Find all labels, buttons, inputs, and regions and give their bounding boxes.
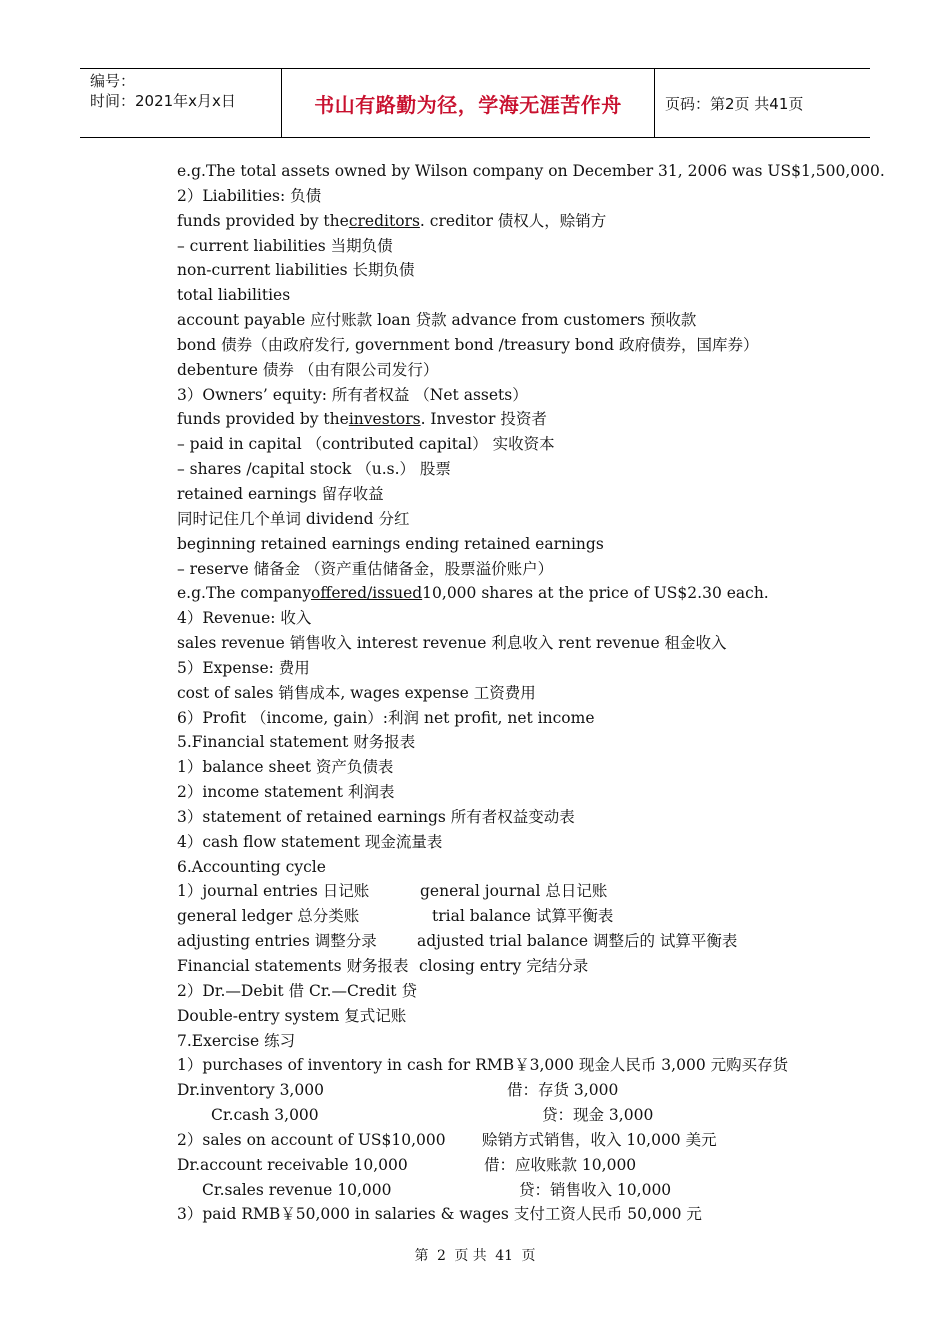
footer-mid: 页 共 <box>454 1248 487 1264</box>
text-segment: e.g.The total assets owned by Wilson company on December 31, 2006 was US$1,500,000. <box>177 162 885 180</box>
underlined-term: investors <box>348 410 421 429</box>
footer-page-number: 2 <box>436 1248 446 1264</box>
text-line <box>177 507 817 532</box>
footer-prefix: 第 <box>414 1248 429 1264</box>
text-segment: 2）Liabilities: 负债 <box>177 186 322 205</box>
text-line <box>177 283 817 308</box>
text-segment: beginning retained earnings ending retained earnings <box>177 534 604 553</box>
text-line <box>177 681 817 706</box>
text-segment: . Investor 投资者 <box>420 410 547 429</box>
text-line <box>177 358 817 383</box>
text-segment: debenture 债券 （由有限公司发行） <box>177 360 439 379</box>
text-segment: closing entry 完结分录 <box>419 957 589 975</box>
text-segment: 同时记住几个单词 dividend 分红 <box>177 509 410 528</box>
text-segment: Financial statements 财务报表 <box>177 957 409 975</box>
text-line <box>177 656 817 681</box>
underlined-term: offered/issued <box>310 584 423 603</box>
text-line <box>177 855 817 880</box>
text-line <box>177 1178 817 1203</box>
text-line <box>177 879 817 904</box>
text-line <box>177 979 817 1004</box>
text-line <box>177 482 817 507</box>
text-line <box>177 308 817 333</box>
text-line <box>177 954 817 979</box>
header-right-cell <box>655 69 870 137</box>
text-line <box>177 1153 817 1178</box>
header-motto-cell <box>281 69 655 137</box>
text-segment: – current liabilities 当期负债 <box>177 236 393 255</box>
text-segment: funds provided by the <box>177 211 349 230</box>
text-segment: bond 债券（由政府发行, government bond /treasury bond 政府债券，国库券） <box>177 335 759 354</box>
text-line <box>177 258 817 283</box>
text-line <box>177 234 817 259</box>
text-segment: 贷：现金 3,000 <box>542 1106 654 1125</box>
text-segment: 4）cash flow statement 现金流量表 <box>177 832 443 851</box>
text-segment: 4）Revenue: 收入 <box>177 609 312 628</box>
text-segment: adjusted trial balance 调整后的 试算平衡表 <box>417 932 738 951</box>
page-footer <box>0 1245 950 1265</box>
text-line <box>177 805 817 830</box>
text-segment: 赊销方式销售，收入 10,000 美元 <box>482 1130 717 1149</box>
text-segment: – reserve 储备金 （资产重估储备金，股票溢价账户） <box>177 559 554 578</box>
text-line <box>177 1202 817 1227</box>
text-line <box>177 929 817 954</box>
text-segment: retained earnings 留存收益 <box>177 484 384 503</box>
text-line <box>177 631 817 656</box>
text-segment: 贷：销售收入 10,000 <box>519 1180 672 1199</box>
text-segment: 2）income statement 利润表 <box>177 783 395 802</box>
text-line <box>177 209 817 234</box>
text-line <box>177 432 817 457</box>
text-segment: Double-entry system 复式记账 <box>177 1006 407 1025</box>
text-segment: account payable 应付账款 loan 贷款 advance from customers 预收款 <box>177 311 697 330</box>
text-line <box>177 159 885 184</box>
text-segment: 10,000 shares at the price of US$2.30 each. <box>422 584 769 603</box>
text-segment: 7.Exercise 练习 <box>177 1031 296 1050</box>
text-segment: Cr.cash 3,000 <box>211 1106 319 1125</box>
text-segment: Cr.sales revenue 10,000 <box>202 1180 392 1199</box>
text-segment: Dr.inventory 3,000 <box>177 1081 324 1100</box>
text-segment: – paid in capital （contributed capital） 实收资本 <box>177 435 555 454</box>
page-header <box>80 68 870 138</box>
text-line <box>177 1004 817 1029</box>
text-segment: total liabilities <box>177 286 291 305</box>
text-line <box>177 730 817 755</box>
text-line <box>177 383 817 408</box>
document-number-label: 编号： <box>90 72 136 90</box>
text-segment: 3）statement of retained earnings 所有者权益变动表 <box>177 807 575 826</box>
text-line <box>177 1053 817 1078</box>
text-segment: 3）Owners’ equity: 所有者权益 （Net assets） <box>177 385 528 404</box>
text-segment: 1）purchases of inventory in cash for RMB￥3,000 现金人民币 3,000 元购买存货 <box>177 1056 789 1075</box>
text-line <box>177 904 817 929</box>
text-line <box>177 606 817 631</box>
text-line <box>177 1128 817 1153</box>
header-page-code: 页码：第2页 共41页 <box>665 94 804 113</box>
text-segment: general journal 总日记账 <box>420 882 608 901</box>
text-segment: 借：存货 3,000 <box>507 1081 619 1100</box>
text-line <box>177 1029 817 1054</box>
document-body <box>177 159 885 1227</box>
text-segment: non-current liabilities 长期负债 <box>177 261 415 280</box>
text-segment: cost of sales 销售成本, wages expense 工资费用 <box>177 683 536 702</box>
document-date-label: 时间：2021年x月x日 <box>90 92 236 110</box>
text-segment: Dr.account receivable 10,000 <box>177 1155 408 1174</box>
text-segment: general ledger 总分类账 <box>177 907 360 926</box>
text-segment: 借：应收账款 10,000 <box>484 1155 637 1174</box>
text-segment: 6）Profit （income, gain）:利润 net profit, net income <box>177 708 595 727</box>
text-line <box>177 184 817 209</box>
text-segment: trial balance 试算平衡表 <box>432 907 614 926</box>
text-segment: 6.Accounting cycle <box>177 857 326 876</box>
underlined-term: creditors <box>348 211 420 230</box>
text-segment: . creditor 债权人，赊销方 <box>419 211 607 230</box>
footer-suffix: 页 <box>521 1248 536 1264</box>
header-left-cell <box>80 69 280 137</box>
text-line <box>177 1078 817 1103</box>
text-segment: e.g.The company <box>177 584 311 603</box>
header-motto: 书山有路勤为径，学海无涯苦作舟 <box>314 92 622 117</box>
text-line <box>177 457 817 482</box>
text-line <box>177 706 817 731</box>
text-line <box>177 755 817 780</box>
text-line <box>177 581 817 606</box>
text-line <box>177 1103 817 1128</box>
text-segment: – shares /capital stock （u.s.） 股票 <box>177 460 451 479</box>
text-segment: adjusting entries 调整分录 <box>177 932 377 951</box>
text-line <box>177 333 817 358</box>
footer-total-pages: 41 <box>495 1248 514 1264</box>
text-line <box>177 830 817 855</box>
text-segment: 1）journal entries 日记账 <box>177 882 370 901</box>
text-segment: funds provided by the <box>177 410 349 429</box>
text-line <box>177 780 817 805</box>
text-line <box>177 532 817 557</box>
text-segment: 2）sales on account of US$10,000 <box>177 1130 446 1149</box>
text-line <box>177 407 817 432</box>
text-segment: 5.Financial statement 财务报表 <box>177 733 416 752</box>
text-segment: 5）Expense: 费用 <box>177 658 310 677</box>
text-segment: 3）paid RMB￥50,000 in salaries & wages 支付工资人民币 50,000 元 <box>177 1205 702 1224</box>
text-segment: sales revenue 销售收入 interest revenue 利息收入 rent revenue 租金收入 <box>177 634 727 653</box>
text-segment: 1）balance sheet 资产负债表 <box>177 758 394 777</box>
text-line <box>177 557 817 582</box>
text-segment: 2）Dr.—Debit 借 Cr.—Credit 贷 <box>177 981 417 1000</box>
